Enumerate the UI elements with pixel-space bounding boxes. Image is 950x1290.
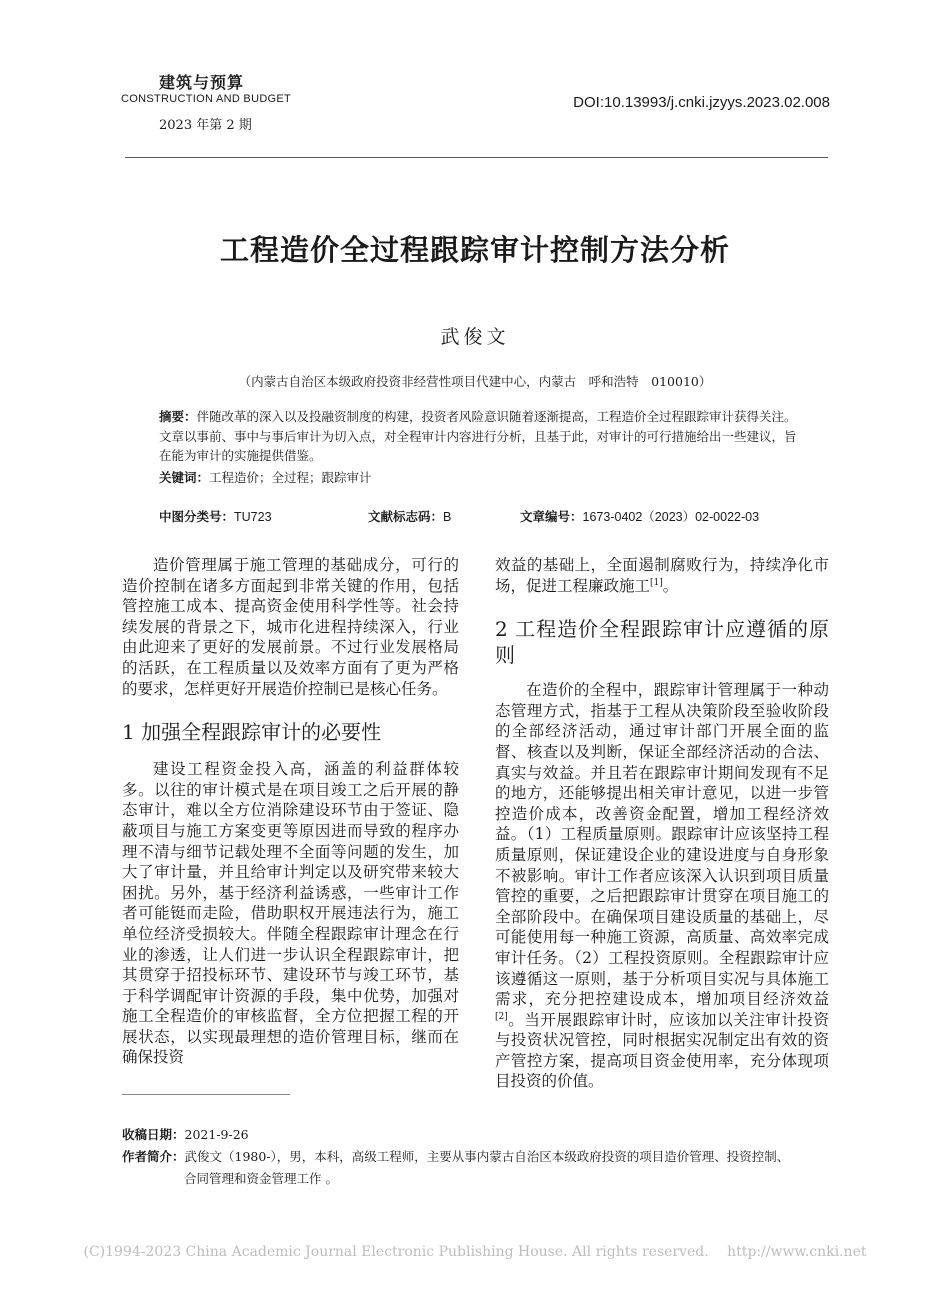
received-label: 收稿日期： [122,1128,185,1142]
journal-name-en: CONSTRUCTION AND BUDGET [121,93,292,105]
keywords [159,468,799,488]
author-name: 武俊文 [440,326,510,348]
abstract-text: 伴随改革的深入以及投融资制度的构建，投资者风险意识随着逐渐提高，工程造价全过程跟踪审计获得关注。文章以事前、事中与事后审计为切入点，对全程审计内容进行分析，且基于此，对审计的可行措施给出一些建议，旨在能为审计的实施提供借鉴。 [159,409,797,463]
header-divider [125,157,828,158]
article-number [520,507,759,525]
section-1-heading: 1 加强全程跟踪审计的必要性 [122,720,382,745]
copyright-notice: (C)1994-2023 China Academic Journal Electronic Publishing House. All rights reserved. http://www.cnki.net [83,1244,867,1260]
journal-name-cn: 建筑与预算 [159,75,245,92]
section-2-paragraph [495,680,829,1092]
doc-code-label: 文献标志码： [368,510,444,524]
received-date [122,1125,249,1143]
sentence-end: 。 [662,576,679,595]
abstract-label: 摘要： [159,410,197,424]
document-code [368,507,451,525]
bio-label: 作者简介： [122,1150,185,1164]
abstract [159,407,799,465]
section-1-continued-text: 效益的基础上，全面遏制腐败行为，持续净化市场，促进工程廉政施工 [495,556,829,595]
clc-number [159,507,272,525]
author-bio [122,1146,832,1190]
section-2-text-b: 。当开展跟踪审计时，应该加以关注审计投资与投资状况管控，同时根据实况制定出有效的资产管控方案，提高项目资金使用率，充分体现项目投资的价值。 [495,1010,829,1091]
section-1-paragraph: 建设工程资金投入高，涵盖的利益群体较多。以往的审计模式是在项目竣工之后开展的静态审计，难以全方位消除建设环节由于签证、隐蔽项目与施工方案变更等原因进而导致的程序办理不清与细节记载处理不全面等问题的发生，加大了审计量，并且给审计判定以及研究带来较大困扰。另外，基于经济利益诱惑，一些审计工作者可能铤而走险，借助职权开展违法行为，施工单位经济受损较大。伴随全程跟踪审计理念在行业的渗透，让人们进一步认识全程跟踪审计，把其贯穿于招投标环节、建设环节与竣工环节，基于科学调配审计资源的手段，集中优势，加强对施工全程造价的审核监督，全方位把握工程的开展状态，以实现最理想的造价管理目标，继而在确保投资 [122,760,459,1067]
section-2-text-a: 在造价的全程中，跟踪审计管理属于一种动态管理方式，指基于工程从决策阶段至验收阶段的全部经济活动，通过审计部门开展全面的监督、核查以及判断，保证全部经济活动的合法、真实与效益。并且若在跟踪审计期间发现有不足的地方，还能够提出相关审计意见，以进一步管控造价成本，改善资金配置，增加工程经济效益。（1）工程质量原则。跟踪审计应该坚持工程质量原则，保证建设企业的建设进度与自身形象不被影响。审计工作者应该深入认识到项目质量管控的重要，之后把跟踪审计贯穿在项目施工的全部阶段中。在确保项目建设质量的基础上，尽可能使用每一种施工资源，高质量、高效率完成审计任务。（2）工程投资原则。全程跟踪审计应该遵循这一原则，基于分析项目实况与具体施工需求，充分把控建设成本，增加项目经济效益 [495,681,829,1009]
clc-value: TU723 [234,510,272,524]
footnote-divider [122,1094,290,1095]
doi: DOI:10.13993/j.cnki.jzyys.2023.02.008 [573,94,830,111]
received-value: 2021-9-26 [184,1127,249,1142]
article-number-value: 1673-0402（2023）02-0022-03 [582,510,760,524]
article-number-label: 文章编号： [520,510,583,524]
keywords-label: 关键词： [159,471,210,485]
paper-title: 工程造价全过程跟踪审计控制方法分析 [219,235,730,267]
intro-paragraph: 造价管理属于施工管理的基础成分，可行的造价控制在诸多方面起到非常关键的作用，包括管控施工成本、提高资金使用科学性等。社会持续发展的背景之下，城市化进程持续深入，行业由此迎来了更好的发展前景。不过行业发展格局的活跃，在工程质量以及效率方面有了更为严格的要求，怎样更好开展造价控制已是核心任务。 [122,556,459,698]
citation-2: [2] [495,1011,508,1022]
clc-label: 中图分类号： [159,510,235,524]
bio-text-line-2: 合同管理和资金管理工作 。 [184,1171,338,1186]
section-2-heading: 2 工程造价全程跟踪审计应遵循的原则 [495,617,829,668]
section-1-continued [495,555,829,596]
citation-1: [1] [650,577,663,588]
doc-code-value: B [443,510,452,524]
issue-number: 2023 年第 2 期 [159,118,252,133]
body-column-left [122,555,459,1068]
author-affiliation: （内蒙古自治区本级政府投资非经营性项目代建中心，内蒙古 呼和浩特 010010） [238,374,712,389]
bio-text-line-1: 武俊文（1980-），男，本科，高级工程师，主要从事内蒙古自治区本级政府投资的项目造价管理、投资控制、 [184,1149,790,1164]
body-column-right [495,555,829,1092]
keywords-text: 工程造价；全过程；跟踪审计 [209,470,372,485]
